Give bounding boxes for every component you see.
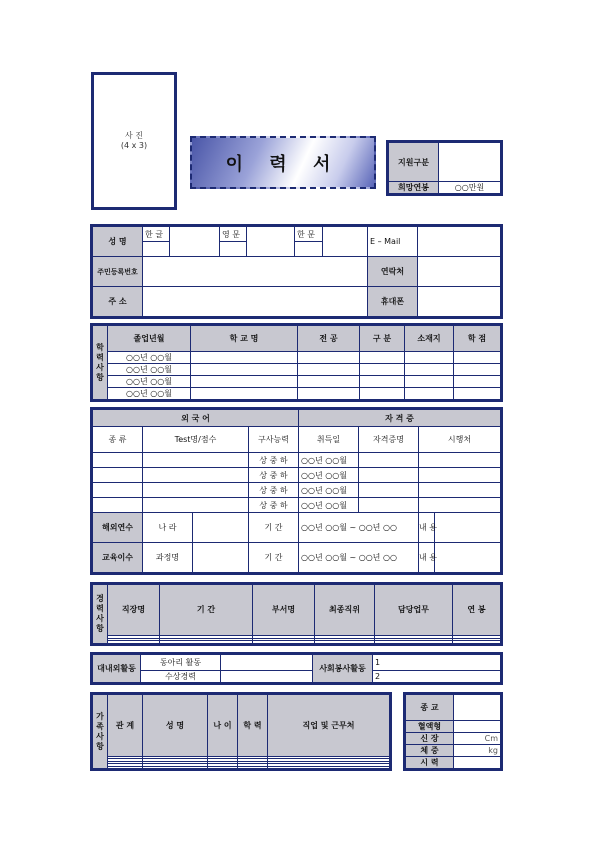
edu-cell[interactable] [191,352,298,364]
language-table [92,409,501,573]
career-cell[interactable] [315,641,375,644]
career-cell[interactable] [375,641,453,644]
cert-cell[interactable] [419,468,501,483]
ability-cell[interactable]: 상 중 하 [249,468,299,483]
lang-cell[interactable] [93,483,143,498]
lang-cell[interactable] [93,498,143,513]
career-cell[interactable] [108,641,160,644]
edu-cell[interactable] [360,364,405,376]
edu-cell[interactable] [405,388,454,400]
table-row [93,766,390,768]
cert-title: 자 격 증 [299,410,501,427]
cert-cell[interactable] [359,483,419,498]
edu-cell[interactable] [454,352,501,364]
hangul-sub [143,242,170,257]
ability-cell[interactable]: 상 중 하 [249,498,299,513]
training-label: 교육이수 [93,543,143,573]
contact-label: 연락처 [368,257,418,287]
overseas-period-field[interactable]: ○○년 ○○월 ~ ○○년 ○○ [299,513,419,543]
career-h3: 최종직위 [315,585,375,636]
hanja-field[interactable] [323,227,368,257]
english-field[interactable] [247,227,295,257]
edu-cell[interactable] [454,376,501,388]
award-label: 수상경력 [141,671,221,683]
cert-date[interactable]: ○○년 ○○월 [299,468,359,483]
activity-label: 대내외활동 [93,655,141,683]
table-row [93,364,501,376]
lang-cell[interactable] [143,468,249,483]
course-label: 과정명 [143,543,193,573]
edu-cell[interactable] [360,388,405,400]
weight-label: 체 중 [406,745,454,757]
training-content-field[interactable] [435,543,501,573]
table-row [93,468,501,483]
ability-cell[interactable]: 상 중 하 [249,483,299,498]
family-side-label: 가족사항 [93,695,108,769]
rrn-label: 주민등록번호 [93,257,143,287]
english-label: 영 문 [220,227,247,242]
height-field[interactable]: Cm [454,733,501,745]
lang-cell[interactable] [143,453,249,468]
country-label: 나 라 [143,513,193,543]
page-title: 이 력 서 [190,136,376,189]
edu-h1: 학 교 명 [191,326,298,352]
edu-cell[interactable] [405,352,454,364]
hanja-sub [295,242,323,257]
ability-cell[interactable]: 상 중 하 [249,453,299,468]
english-sub [220,242,247,257]
volunteer-label: 사회봉사활동 [313,655,373,683]
lang-h1: Test명/점수 [143,427,249,453]
table-row [93,453,501,468]
photo-label: 사 진 [125,131,143,140]
activity-table [92,654,501,683]
lang-cell[interactable] [93,468,143,483]
hanja-label: 한 문 [295,227,323,242]
edu-date[interactable]: ○○년 ○○월 [108,376,191,388]
overseas-period-label: 기 간 [249,513,299,543]
edu-cell[interactable] [405,364,454,376]
edu-h4: 소재지 [405,326,454,352]
training-period-label: 기 간 [249,543,299,573]
edu-cell[interactable] [191,376,298,388]
salary-label: 희망연봉 [389,182,439,194]
height-label: 신 장 [406,733,454,745]
edu-h0: 졸업년월 [108,326,191,352]
overseas-content-field[interactable] [435,513,501,543]
table-row [93,641,501,644]
career-h0: 직장명 [108,585,160,636]
career-side-label: 경력사항 [93,585,108,644]
vision-field[interactable] [454,757,501,769]
lang-h0: 종 류 [93,427,143,453]
misc-table [405,694,501,769]
hangul-field[interactable] [170,227,220,257]
career-h5: 연 봉 [453,585,501,636]
family-cell[interactable] [108,766,143,768]
religion-label: 종 교 [406,695,454,721]
address-label: 주 소 [93,287,143,317]
cert-date[interactable]: ○○년 ○○월 [299,453,359,468]
edu-h2: 전 공 [298,326,360,352]
edu-cell[interactable] [298,352,360,364]
apply-type-field[interactable] [439,143,501,182]
cert-date[interactable]: ○○년 ○○월 [299,498,359,513]
career-h4: 담당업무 [375,585,453,636]
personal-table [92,226,501,317]
cert-cell[interactable] [419,498,501,513]
cert-cell[interactable] [359,468,419,483]
photo-size: (4 x 3) [120,141,148,150]
cert-h2: 시행처 [419,427,501,453]
table-row [93,376,501,388]
photo-box [91,72,177,210]
edu-cell[interactable] [191,388,298,400]
career-cell[interactable] [253,641,315,644]
lang-cell[interactable] [93,453,143,468]
cert-h0: 취득일 [299,427,359,453]
edu-cell[interactable] [298,388,360,400]
family-h3: 학 력 [238,695,268,757]
education-table [92,325,501,400]
lang-h2: 구사능력 [249,427,299,453]
family-cell[interactable] [208,766,238,768]
lang-cell[interactable] [143,483,249,498]
hangul-label: 한 글 [143,227,170,242]
blood-label: 혈액형 [406,721,454,733]
edu-h5: 학 점 [454,326,501,352]
family-cell[interactable] [143,766,208,768]
family-h1: 성 명 [143,695,208,757]
lang-title: 외 국 어 [93,410,299,427]
club-field[interactable] [221,655,313,671]
career-h1: 기 간 [160,585,253,636]
training-period-field[interactable]: ○○년 ○○월 ~ ○○년 ○○ [299,543,419,573]
award-field[interactable] [221,671,313,683]
education-side-label: 학력사항 [93,326,108,400]
weight-field[interactable]: kg [454,745,501,757]
table-row [93,388,501,400]
overseas-content-label: 내 용 [419,513,435,543]
edu-cell[interactable] [360,352,405,364]
edu-cell[interactable] [298,376,360,388]
table-row [93,352,501,364]
volunteer-item-2[interactable]: 2 [373,671,501,683]
edu-date[interactable]: ○○년 ○○월 [108,352,191,364]
blood-field[interactable] [454,721,501,733]
cert-date[interactable]: ○○년 ○○월 [299,483,359,498]
family-cell[interactable] [238,766,268,768]
edu-cell[interactable] [405,376,454,388]
career-h2: 부서명 [253,585,315,636]
edu-cell[interactable] [360,376,405,388]
family-table [92,694,390,769]
edu-cell[interactable] [454,388,501,400]
email-label: E – Mail [368,227,418,257]
career-cell[interactable] [160,641,253,644]
edu-cell[interactable] [191,364,298,376]
rrn-field[interactable] [143,257,368,287]
edu-cell[interactable] [298,364,360,376]
table-row [93,483,501,498]
edu-h3: 구 분 [360,326,405,352]
family-cell[interactable] [268,766,390,768]
cert-cell[interactable] [359,453,419,468]
family-h4: 직업 및 근무처 [268,695,390,757]
email-field[interactable] [418,227,501,257]
career-cell[interactable] [453,641,501,644]
volunteer-item-1[interactable]: 1 [373,655,501,671]
mobile-field[interactable] [418,287,501,317]
mobile-label: 휴대폰 [368,287,418,317]
name-label: 성 명 [93,227,143,257]
career-table [92,584,501,644]
edu-cell[interactable] [454,364,501,376]
edu-date[interactable]: ○○년 ○○월 [108,364,191,376]
address-field[interactable] [143,287,368,317]
club-label: 동아리 활동 [141,655,221,671]
salary-field[interactable]: ○○만원 [439,182,501,194]
cert-cell[interactable] [419,453,501,468]
course-field[interactable] [193,543,249,573]
family-h2: 나 이 [208,695,238,757]
contact-field[interactable] [418,257,501,287]
vision-label: 시 력 [406,757,454,769]
apply-type-label: 지원구분 [389,143,439,182]
cert-h1: 자격증명 [359,427,419,453]
edu-date[interactable]: ○○년 ○○월 [108,388,191,400]
training-content-label: 내 용 [419,543,435,573]
lang-cell[interactable] [143,498,249,513]
apply-table [388,142,501,194]
cert-cell[interactable] [419,483,501,498]
table-row [93,498,501,513]
family-h0: 관 계 [108,695,143,757]
country-field[interactable] [193,513,249,543]
overseas-label: 해외연수 [93,513,143,543]
cert-cell[interactable] [359,498,419,513]
religion-field[interactable] [454,695,501,721]
